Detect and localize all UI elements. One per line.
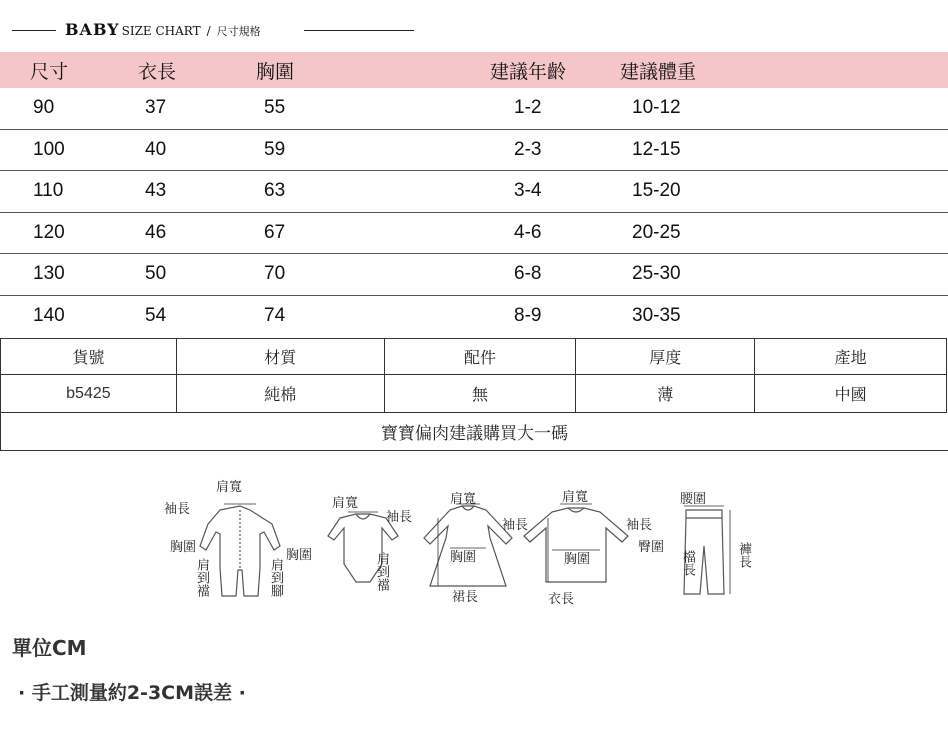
size-chart-header [0, 20, 948, 42]
cell-size: 90 [33, 97, 55, 119]
cell-weight: 15-20 [632, 180, 681, 202]
cell-chest: 55 [264, 97, 286, 119]
info-header-row [1, 339, 947, 375]
info-accessories: 無 [384, 375, 576, 413]
header-divider-left [12, 30, 56, 31]
header-brand: BABY [65, 20, 120, 39]
bodysuit-sleeve-label: 袖長 [386, 510, 413, 525]
cell-age: 2-3 [514, 138, 542, 160]
header-chest: 胸圍 [256, 60, 295, 83]
header-subtitle-zh: 尺寸規格 [216, 25, 261, 38]
cell-age: 4-6 [514, 221, 542, 243]
pants-rise-label: 檔長 [680, 550, 695, 576]
bodysuit-shoulder-label: 肩寬 [332, 496, 359, 511]
header-length: 衣長 [138, 60, 177, 83]
header-subtitle: SIZE CHART [121, 24, 201, 38]
pants-hip-label: 臀圍 [638, 540, 665, 555]
cell-length: 50 [145, 263, 167, 285]
cell-chest: 59 [264, 138, 286, 160]
size-table-header [0, 52, 948, 88]
romper-shoulder-foot-label: 肩到腳 [268, 558, 283, 597]
cell-length: 43 [145, 180, 167, 202]
header-size: 尺寸 [30, 60, 69, 83]
info-header-item-no: 貨號 [1, 339, 177, 375]
table-row [0, 296, 948, 337]
size-table [0, 52, 948, 336]
dress-skirt-label: 裙長 [452, 590, 479, 605]
table-row [0, 213, 948, 255]
header-weight: 建議體重 [620, 60, 697, 83]
bodysuit-shoulder-crotch-label: 肩到襠 [374, 552, 389, 591]
info-header-material: 材質 [176, 339, 384, 375]
header-age: 建議年齡 [490, 60, 567, 83]
info-thickness: 薄 [576, 375, 755, 413]
top-sleeve-label: 袖長 [626, 518, 653, 533]
cell-chest: 63 [264, 180, 286, 202]
top-shoulder-label: 肩寬 [562, 490, 589, 505]
dress-chest-label: 胸圍 [450, 550, 477, 565]
cell-size: 100 [33, 138, 65, 160]
romper-chest-label: 胸圍 [170, 540, 197, 555]
table-row [0, 254, 948, 296]
romper-shoulder-label: 肩寬 [216, 480, 243, 495]
cell-length: 37 [145, 97, 167, 119]
cell-size: 110 [33, 180, 64, 202]
cell-weight: 10-12 [632, 97, 681, 119]
cell-age: 1-2 [514, 97, 542, 119]
top-outline-icon [524, 508, 628, 582]
measurement-error-note: · 手工測量約2-3CM誤差 · [18, 682, 246, 704]
cell-weight: 12-15 [632, 138, 681, 160]
table-row [0, 88, 948, 130]
header-slash: / [206, 24, 211, 38]
info-header-accessories: 配件 [384, 339, 576, 375]
dress-outline-icon [424, 506, 512, 586]
unit-label: 單位CM [12, 636, 87, 660]
info-material: 純棉 [176, 375, 384, 413]
header-title [65, 20, 261, 39]
info-value-row [1, 375, 947, 413]
romper-sleeve-label: 袖長 [164, 502, 191, 517]
info-item-no: b5425 [1, 375, 177, 413]
cell-weight: 25-30 [632, 263, 681, 285]
dress-sleeve-label: 袖長 [502, 518, 529, 533]
cell-size: 120 [33, 221, 65, 243]
top-chest-label: 胸圍 [564, 552, 591, 567]
header-divider-right [304, 30, 414, 31]
cell-chest: 74 [264, 304, 286, 326]
cell-length: 46 [145, 221, 167, 243]
pants-waist-label: 腰圍 [680, 492, 707, 507]
cell-length: 54 [145, 304, 167, 326]
info-header-thickness: 厚度 [576, 339, 755, 375]
cell-age: 6-8 [514, 263, 542, 285]
info-header-origin: 產地 [755, 339, 947, 375]
table-row [0, 130, 948, 172]
cell-size: 130 [33, 263, 65, 285]
size-advice-note: 寶寶偏肉建議購買大一碼 [0, 413, 948, 451]
measurement-diagrams [160, 478, 760, 618]
pants-length-label: 褲長 [736, 542, 751, 568]
product-info-table [0, 338, 947, 413]
cell-chest: 67 [264, 221, 286, 243]
cell-chest: 70 [264, 263, 286, 285]
table-row [0, 171, 948, 213]
cell-age: 8-9 [514, 304, 542, 326]
cell-size: 140 [33, 304, 65, 326]
cell-length: 40 [145, 138, 167, 160]
top-length-label: 衣長 [548, 592, 575, 607]
cell-weight: 20-25 [632, 221, 681, 243]
romper-shoulder-crotch-label: 肩到襠 [194, 558, 209, 597]
info-origin: 中國 [755, 375, 947, 413]
dress-shoulder-label: 肩寬 [450, 492, 477, 507]
cell-age: 3-4 [514, 180, 542, 202]
bodysuit-chest-label: 胸圍 [286, 548, 313, 563]
cell-weight: 30-35 [632, 304, 681, 326]
